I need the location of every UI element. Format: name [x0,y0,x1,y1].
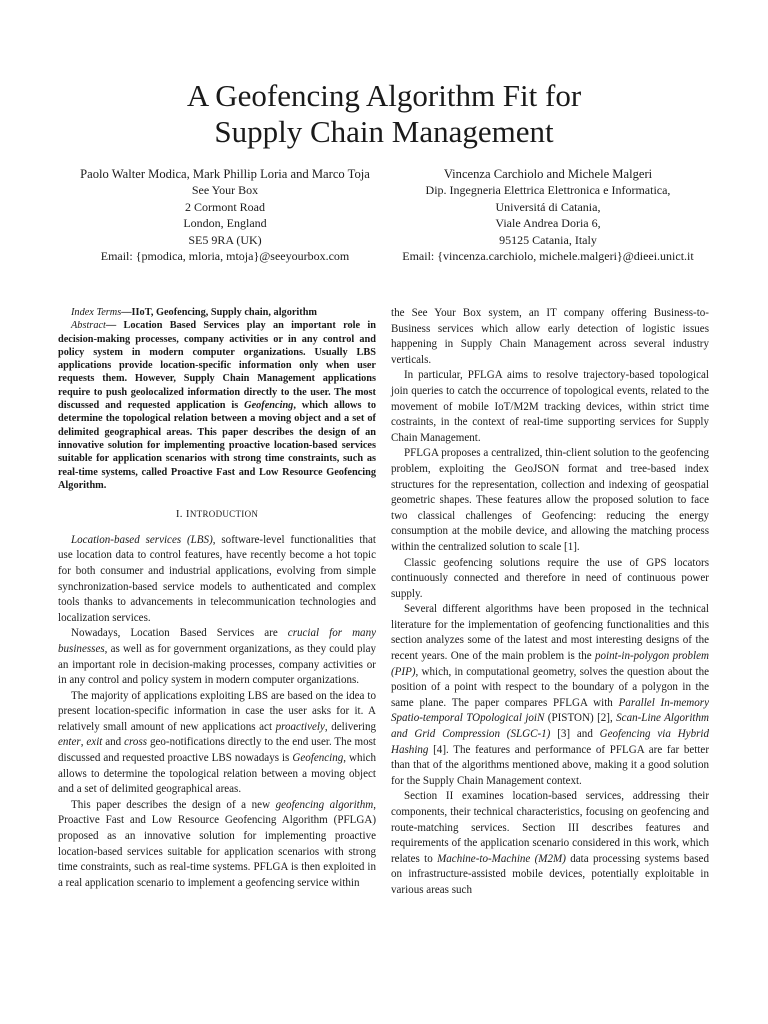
paragraph-text: , which, in computational geometry, solves the question about the position of a point with respect to the boundary of a polygon in the same plane. The paper compares PFLGA with [391,665,709,709]
abstract [58,319,376,492]
emphasis: Geofencing via Hybrid Hashing [391,728,709,756]
paragraph: Classic geofencing solutions require the use of GPS locators continuously connected and therefore in need of continuous power supply. [391,556,709,600]
emphasis: enter [58,736,81,749]
paragraph-text: geo-notifications directly to the end user. The most discussed and requested proactive LBS nowadays is [58,736,376,765]
author-address-line: SE5 9RA (UK) [188,232,262,247]
index-terms-text: —IIoT, Geofencing, Supply chain, algorithm [121,307,318,318]
author-block-left [60,166,390,264]
emphasis: cross [124,736,148,749]
author-block-right [378,166,718,264]
paragraph-text: Several different algorithms have been proposed in the technical literature for the implementation of geofencing functionalities and this section analyzes some of the latest and most interesting designs of the recent years. One of the main problem is the [391,603,709,663]
author-address-line: London, England [183,216,267,231]
author-affiliation: Dip. Ingegneria Elettrica Elettronica e Informatica, [425,183,671,198]
left-column [58,306,376,891]
title-line-1: A Geofencing Algorithm Fit for [186,78,582,113]
paragraph [58,533,376,627]
section-heading [58,507,376,523]
abstract-text: — Location Based Services play an important role in decision-making processes, company activities or in any control and policy system in modern computer organizations. Usually LBS applications provide location-specific information only when user requests them. However, Supply Chain Management applications require to push geolocalized information directly to the user. The most discussed and requested application is [58,320,376,412]
emphasis: proactively [275,720,325,733]
paragraph-text: , delivering [324,720,376,733]
emphasis: geofencing algorithm [275,798,374,811]
title-line-2: Supply Chain Management [214,114,554,149]
section-numeral: I. [175,508,183,521]
paragraph-text: [4]. The features and performance of PFLGA are far better than that of the algorithms mentioned above, making it a good solution for the Supply Chain Management context. [391,743,709,787]
paragraph-text: , [80,736,87,749]
author-names: Paolo Walter Modica, Mark Phillip Loria and Marco Toja [80,167,370,181]
author-affiliation: See Your Box [191,183,259,198]
emphasis: crucial for many businesses [58,627,376,655]
emphasis: Parallel In-memory Spatio-temporal TOpological joiN [391,696,709,725]
paper-title [0,78,768,150]
emphasis: Machine-to-Machine (M2M) [437,852,566,865]
author-address-line: Universitá di Catania, [495,199,601,214]
section-title-rest: NTRODUCTION [189,509,259,520]
abstract-text: , which allows to determine the topological relation between a moving object and a set of delimited geographical areas. This paper describes the design of an innovative solution for implementing proactive location-based services suitable for application scenarios with strong time constraints, such as real-time systems, called Proactive Fast and Low Resource Geofencing Algorithm. [58,400,376,491]
author-address-line: Viale Andrea Doria 6, [495,216,601,231]
paragraph [58,798,376,892]
paragraph [58,689,376,798]
paragraph-text: Section II examines location-based services, addressing their components, their technical characteristics, focusing on geofencing and route-matching services. Section III describes features and requirements of the application scenario considered in this work, which relates to [391,790,709,865]
paragraph-text: The majority of applications exploiting LBS are based on the idea to present location-specific information in case the user asks for it. A relatively small amount of new applications act [58,689,376,733]
emphasis: Scan-Line Algorithm and Grid Compression (SLGC-1) [391,712,709,741]
paragraph-text: data processing systems based on infrastructure-assisted mobile devices, potentially exploitable in various areas such [391,852,709,896]
paragraph-text: , which allows to determine the topological relation between a moving object and a set of delimited geographical areas. [58,752,376,796]
paragraph [391,789,709,898]
paragraph: PFLGA proposes a centralized, thin-client solution to the geofencing problem, exploiting the GeoJSON format and tree-based index structures for the representation, collection and indexing of geospatial geometric shapes. These features allow the proposed solution to face two classical challenges of Geofencing: reducing the energy consumption at the mobile device, and allowing the matching process within the centralized solution to scale [1]. [391,447,709,553]
paragraph-text: , software-level functionalities that use location data to control features, have recently become a hot topic for both consumer and industrial applications, evolving from simple synchronization-based service models to authenticated and complex tools thanks to advancements in telecommunication technologies and localization services. [58,533,376,624]
paragraph-text: This paper describes the design of a new [71,798,276,811]
abstract-emphasis: Geofencing [244,400,294,412]
abstract-label: Abstract [71,320,106,332]
paragraph-text: and [102,736,125,749]
paragraph-text: Nowadays, Location Based Services are [71,627,288,640]
emphasis: exit [86,736,103,749]
index-terms-label: Index Terms [71,307,122,318]
emphasis: point-in-polygon problem (PIP) [391,650,709,678]
paragraph-text: (PISTON) [2], [544,712,617,725]
paragraph [58,626,376,688]
author-names: Vincenza Carchiolo and Michele Malgeri [443,167,653,181]
emphasis: Location-based services (LBS) [71,533,213,546]
paragraph [391,602,709,789]
paragraph: the See Your Box system, an IT company offering Business-to-Business services which allow early detection of logistic issues happening in Supply Chain Management across several industry verticals. [391,307,709,366]
paragraph-text: [3] and [550,728,600,741]
paragraph: In particular, PFLGA aims to resolve trajectory-based topological join queries to catch the occurrence of topological events, related to the movement of mobile IoT/M2M tracking devices, within strict time costraints, in the context of real-time supporting services for Supply Chain Management. [391,369,709,444]
author-email: Email: {vincenza.carchiolo, michele.malgeri}@dieei.unict.it [402,249,694,264]
author-address-line: 95125 Catania, Italy [499,232,597,247]
paragraph-text: , Proactive Fast and Low Resource Geofencing Algorithm (PFLGA) proposed as an innovative solution for implementing proactive location-based services suitable for application scenarios with strong time constraints, such as real-time systems. PFLGA is then exploited in a real application scenario to implement a geofencing service within [58,798,376,889]
emphasis: Geofencing [292,752,344,765]
author-email: Email: {pmodica, mloria, mtoja}@seeyourbox.com [100,249,350,264]
section-title-initial: I [185,508,190,521]
author-address-line: 2 Cormont Road [185,199,265,214]
right-column [391,306,709,899]
paragraph-text: , as well as for government organizations, as they could play an important role in decision-making processes, company activities or in any control and policy system in modern computer organizations. [58,642,376,687]
index-terms [58,306,376,319]
